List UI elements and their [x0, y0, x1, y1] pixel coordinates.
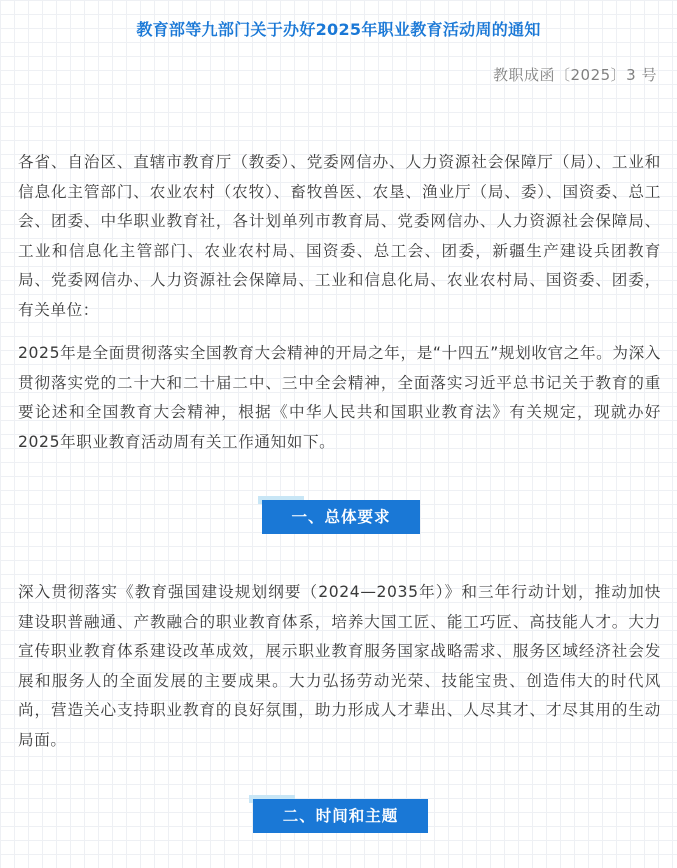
section-heading-general-requirements — [262, 500, 420, 534]
document-number: 教职成函〔2025〕3 号 — [493, 66, 657, 84]
section-heading-time-and-theme — [253, 799, 428, 833]
intro-paragraph: 2025年是全面贯彻落实全国教育大会精神的开局之年，是“十四五”规划收官之年。为深入贯彻落实党的二十大和二十届二中、三中全会精神，全面落实习近平总书记关于教育的重要论述和全国教育大会精神，根据《中华人民共和国职业教育法》有关规定，现就办好2025年职业教育活动周有关工作通知如下。 — [18, 344, 661, 451]
document-title: 教育部等九部门关于办好2025年职业教育活动周的通知 — [136, 20, 541, 39]
section-heading-label: 二、时间和主题 — [253, 799, 428, 833]
section-heading-label: 一、总体要求 — [262, 500, 420, 534]
general-requirements-paragraph: 深入贯彻落实《教育强国建设规划纲要（2024—2035年）》和三年行动计划，推动加快建设职普融通、产教融合的职业教育体系，培养大国工匠、能工巧匠、高技能人才。大力宣传职业教育体系建设改革成效，展示职业教育服务国家战略需求、服务区域经济社会发展和服务人的全面发展的主要成果。大力弘扬劳动光荣、技能宝贵、创造伟大的时代风尚，营造关心支持职业教育的良好氛围，助力形成人才辈出、人尽其才、才尽其用的生动局面。 — [18, 583, 661, 749]
addressee-paragraph: 各省、自治区、直辖市教育厅（教委）、党委网信办、人力资源社会保障厅（局）、工业和信息化主管部门、农业农村（农牧）、畜牧兽医、农垦、渔业厅（局、委）、国资委、总工会、团委、中华职业教育社，各计划单列市教育局、党委网信办、人力资源社会保障局、工业和信息化主管部门、农业农村局、国资委、总工会、团委，新疆生产建设兵团教育局、党委网信办、人力资源社会保障局、工业和信息化局、农业农村局、国资委、团委，有关单位： — [18, 153, 661, 319]
